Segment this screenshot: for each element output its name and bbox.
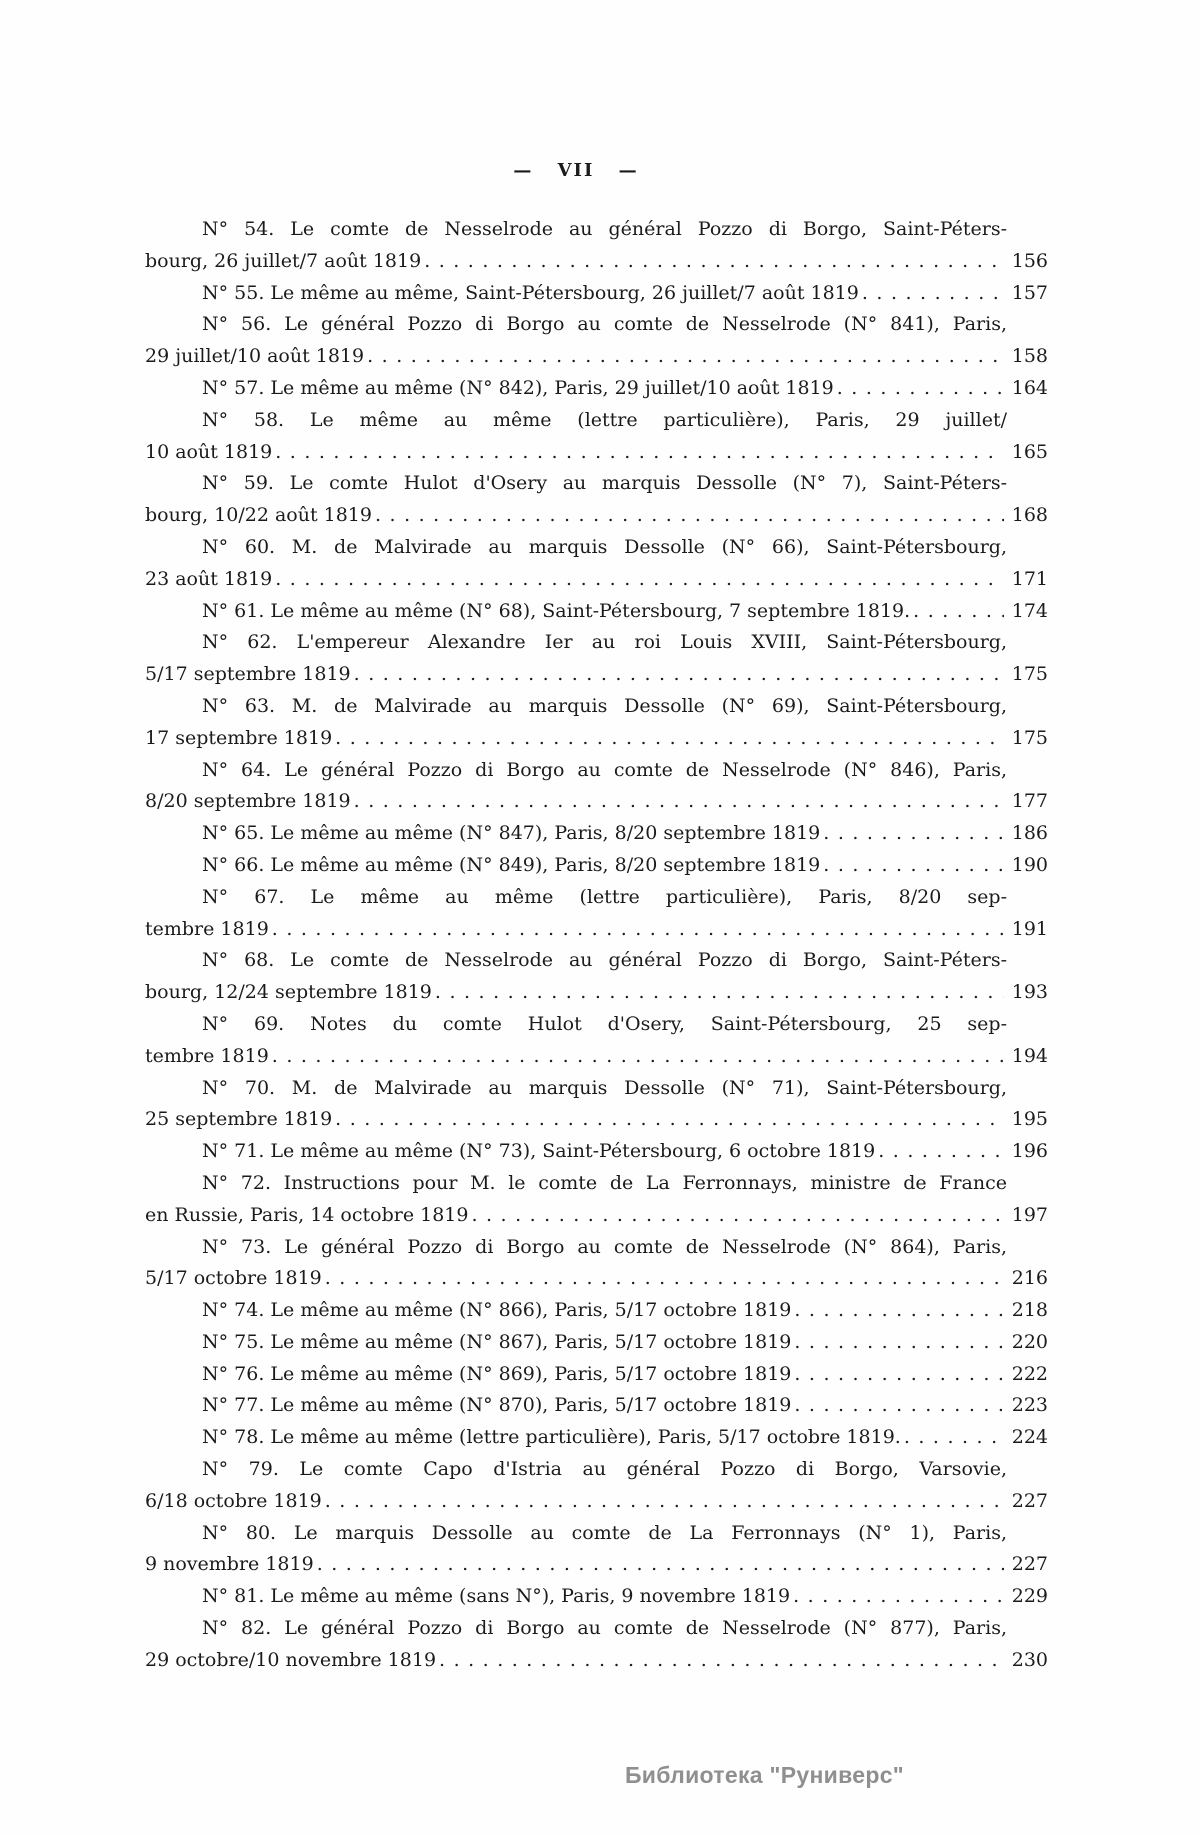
entry-page-number: 191: [1011, 917, 1048, 940]
toc-entry: [145, 945, 1048, 1009]
entry-last-line: [145, 437, 1048, 469]
entry-last-line: [145, 1645, 1048, 1677]
entry-text: N° 76. Le même au même (N° 869), Paris, 5/17 octobre 1819: [202, 1362, 792, 1385]
entry-text: 29 juillet/10 août 1819: [145, 345, 365, 368]
toc-entry: [145, 1581, 1048, 1613]
dot-leader: [823, 818, 1004, 850]
entry-line: N° 82. Le général Pozzo di Borgo au comte de Nesselrode (N° 877), Paris,: [202, 1617, 1007, 1640]
entry-last-line: [145, 246, 1048, 278]
entry-text: en Russie, Paris, 14 octobre 1819: [145, 1203, 469, 1226]
entry-text: 9 novembre 1819: [145, 1553, 314, 1576]
toc-entry: [145, 405, 1048, 469]
entry-page-number: 218: [1011, 1299, 1048, 1322]
entry-page-number: 195: [1011, 1108, 1048, 1131]
dot-leader: [354, 659, 1004, 691]
entry-page-number: 165: [1011, 440, 1048, 463]
dot-leader: [335, 723, 1004, 755]
toc-entry: [145, 627, 1048, 691]
entry-text: N° 71. Le même au même (N° 73), Saint-Pétersbourg, 6 octobre 1819: [202, 1140, 876, 1163]
toc-entry: [145, 1073, 1048, 1137]
dot-leader: [272, 914, 1004, 946]
entry-text: 23 août 1819: [145, 567, 273, 590]
entry-line: N° 59. Le comte Hulot d'Osery au marquis Dessolle (N° 7), Saint-Péters-: [202, 472, 1007, 495]
entry-page-number: 177: [1011, 790, 1048, 813]
entry-last-line: [145, 341, 1048, 373]
entry-page-number: 175: [1011, 726, 1048, 749]
page-number-header: — VII —: [513, 160, 639, 181]
toc-entry: [145, 214, 1048, 278]
toc-entries: [145, 214, 1048, 1677]
toc-entry: [145, 691, 1048, 755]
entry-text: N° 78. Le même au même (lettre particulière), Paris, 5/17 octobre 1819.: [202, 1426, 901, 1449]
entry-last-line: [145, 723, 1048, 755]
dot-leader: [862, 278, 1004, 310]
entry-page-number: 194: [1011, 1044, 1048, 1067]
dot-leader: [325, 1263, 1004, 1295]
entry-last-line: [145, 564, 1048, 596]
entry-line: N° 64. Le général Pozzo di Borgo au comte de Nesselrode (N° 846), Paris,: [202, 758, 1007, 781]
entry-page-number: 171: [1011, 567, 1048, 590]
entry-line: N° 58. Le même au même (lettre particulière), Paris, 29 juillet/: [202, 408, 1007, 431]
entry-last-line: [145, 1104, 1048, 1136]
entry-page-number: 230: [1011, 1648, 1048, 1671]
entry-line: N° 63. M. de Malvirade au marquis Dessolle (N° 69), Saint-Pétersbourg,: [202, 694, 1007, 717]
entry-text: N° 66. Le même au même (N° 849), Paris, 8/20 septembre 1819: [202, 853, 821, 876]
toc-entry: [145, 755, 1048, 819]
entry-last-line: [145, 373, 1048, 405]
dot-leader: [335, 1104, 1004, 1136]
entry-page-number: 157: [1011, 281, 1048, 304]
entry-last-line: [145, 1549, 1048, 1581]
entry-text: N° 65. Le même au même (N° 847), Paris, 8/20 septembre 1819: [202, 822, 821, 845]
entry-line: N° 72. Instructions pour M. le comte de La Ferronnays, ministre de France: [202, 1171, 1007, 1194]
entry-last-line: [145, 786, 1048, 818]
entry-last-line: [145, 1295, 1048, 1327]
entry-text: N° 74. Le même au même (N° 866), Paris, 5/17 octobre 1819: [202, 1299, 792, 1322]
entry-line: N° 56. Le général Pozzo di Borgo au comte de Nesselrode (N° 841), Paris,: [202, 313, 1007, 336]
dot-leader: [794, 1359, 1004, 1391]
entry-text: 5/17 octobre 1819: [145, 1267, 322, 1290]
dot-leader: [794, 1295, 1004, 1327]
library-watermark: Библиотека "Руниверс": [624, 1762, 904, 1788]
dot-leader: [439, 1645, 1004, 1677]
dot-leader: [275, 564, 1004, 596]
entry-last-line: [145, 1136, 1048, 1168]
toc-entry: [145, 1454, 1048, 1518]
entry-text: N° 81. Le même au même (sans N°), Paris, 9 novembre 1819: [202, 1585, 791, 1608]
toc-entry: [145, 818, 1048, 850]
entry-page-number: 227: [1011, 1553, 1048, 1576]
entry-text: N° 77. Le même au même (N° 870), Paris, 5/17 octobre 1819: [202, 1394, 792, 1417]
entry-page-number: 175: [1011, 663, 1048, 686]
dot-leader: [435, 977, 1004, 1009]
dot-leader: [793, 1581, 1004, 1613]
toc-entry: [145, 1136, 1048, 1168]
dot-leader: [367, 341, 1004, 373]
entry-page-number: 193: [1011, 981, 1048, 1004]
entry-line: N° 54. Le comte de Nesselrode au général Pozzo di Borgo, Saint-Péters-: [202, 218, 1007, 240]
dot-leader: [325, 1486, 1004, 1518]
entry-text: 5/17 septembre 1819: [145, 663, 351, 686]
entry-page-number: 224: [1011, 1426, 1048, 1449]
dot-leader: [375, 500, 1004, 532]
toc-entry: [145, 1359, 1048, 1391]
dot-leader: [471, 1200, 1004, 1232]
entry-last-line: [145, 1359, 1048, 1391]
entry-last-line: [145, 659, 1048, 691]
toc-entry: [145, 882, 1048, 946]
entry-page-number: 227: [1011, 1489, 1048, 1512]
toc-entry: [145, 309, 1048, 373]
entry-page-number: 186: [1011, 822, 1048, 845]
entry-text: bourg, 12/24 septembre 1819: [145, 981, 432, 1004]
entry-page-number: 197: [1011, 1203, 1048, 1226]
entry-last-line: [145, 278, 1048, 310]
entry-page-number: 168: [1011, 504, 1048, 527]
dot-leader: [837, 373, 1004, 405]
entry-last-line: [145, 1486, 1048, 1518]
entry-text: tembre 1819: [145, 917, 269, 940]
entry-last-line: [145, 500, 1048, 532]
entry-last-line: [145, 596, 1048, 628]
toc-entry: [145, 1295, 1048, 1327]
entry-line: N° 73. Le général Pozzo di Borgo au comte de Nesselrode (N° 864), Paris,: [202, 1235, 1007, 1258]
dot-leader: [904, 1422, 1004, 1454]
entry-text: N° 61. Le même au même (N° 68), Saint-Pétersbourg, 7 septembre 1819.: [202, 599, 911, 622]
toc-entry: [145, 1422, 1048, 1454]
toc-entry: [145, 1232, 1048, 1296]
entry-line: N° 68. Le comte de Nesselrode au général Pozzo di Borgo, Saint-Péters-: [202, 949, 1007, 972]
entry-text: 8/20 septembre 1819: [145, 790, 351, 813]
entry-page-number: 174: [1011, 599, 1048, 622]
entry-page-number: 220: [1011, 1330, 1048, 1353]
entry-last-line: [145, 818, 1048, 850]
toc-entry: [145, 596, 1048, 628]
toc-entry: [145, 532, 1048, 596]
entry-last-line: [145, 850, 1048, 882]
entry-line: N° 80. Le marquis Dessolle au comte de La Ferronnays (N° 1), Paris,: [202, 1521, 1007, 1544]
toc-entry: [145, 1327, 1048, 1359]
entry-line: N° 67. Le même au même (lettre particulière), Paris, 8/20 sep-: [202, 885, 1007, 908]
toc-entry: [145, 1390, 1048, 1422]
dot-leader: [272, 1041, 1004, 1073]
entry-last-line: [145, 1041, 1048, 1073]
toc-entry: [145, 1009, 1048, 1073]
entry-last-line: [145, 1327, 1048, 1359]
dot-leader: [317, 1549, 1004, 1581]
toc-entry: [145, 1518, 1048, 1582]
entry-line: N° 60. M. de Malvirade au marquis Dessolle (N° 66), Saint-Pétersbourg,: [202, 535, 1007, 558]
entry-page-number: 222: [1011, 1362, 1048, 1385]
toc-entry: [145, 850, 1048, 882]
entry-page-number: 216: [1011, 1267, 1048, 1290]
dot-leader: [354, 786, 1004, 818]
entry-text: bourg, 26 juillet/7 août 1819: [145, 249, 422, 272]
dot-leader: [794, 1390, 1004, 1422]
entry-text: 17 septembre 1819: [145, 726, 333, 749]
entry-text: 10 août 1819: [145, 440, 273, 463]
entry-text: N° 57. Le même au même (N° 842), Paris, 29 juillet/10 août 1819: [202, 376, 834, 399]
entry-text: bourg, 10/22 août 1819: [145, 504, 372, 527]
entry-text: 6/18 octobre 1819: [145, 1489, 322, 1512]
dot-leader: [794, 1327, 1004, 1359]
entry-page-number: 158: [1011, 345, 1048, 368]
entry-last-line: [145, 1200, 1048, 1232]
entry-line: N° 79. Le comte Capo d'Istria au général Pozzo di Borgo, Varsovie,: [202, 1458, 1007, 1481]
entry-last-line: [145, 1390, 1048, 1422]
toc-entry: [145, 1168, 1048, 1232]
entry-text: 29 octobre/10 novembre 1819: [145, 1648, 437, 1671]
toc-content: [145, 158, 1048, 1677]
dot-leader: [913, 596, 1004, 628]
entry-page-number: 223: [1011, 1394, 1048, 1417]
entry-last-line: [145, 914, 1048, 946]
entry-text: tembre 1819: [145, 1044, 269, 1067]
entry-last-line: [145, 1263, 1048, 1295]
entry-line: N° 69. Notes du comte Hulot d'Osery, Saint-Pétersbourg, 25 sep-: [202, 1012, 1007, 1035]
entry-last-line: [145, 1581, 1048, 1613]
entry-page-number: 196: [1011, 1140, 1048, 1163]
entry-text: 25 septembre 1819: [145, 1108, 333, 1131]
entry-line: N° 70. M. de Malvirade au marquis Dessolle (N° 71), Saint-Pétersbourg,: [202, 1076, 1007, 1099]
entry-page-number: 229: [1011, 1585, 1048, 1608]
toc-entry: [145, 373, 1048, 405]
toc-entry: [145, 278, 1048, 310]
entry-line: N° 62. L'empereur Alexandre Ier au roi Louis XVIII, Saint-Pétersbourg,: [202, 631, 1007, 654]
entry-last-line: [145, 977, 1048, 1009]
dot-leader: [878, 1136, 1004, 1168]
dot-leader: [275, 437, 1004, 469]
dot-leader: [823, 850, 1004, 882]
entry-page-number: 164: [1011, 376, 1048, 399]
entry-text: N° 75. Le même au même (N° 867), Paris, 5/17 octobre 1819: [202, 1330, 792, 1353]
entry-page-number: 156: [1011, 249, 1048, 272]
entry-last-line: [145, 1422, 1048, 1454]
dot-leader: [424, 246, 1004, 278]
entry-page-number: 190: [1011, 853, 1048, 876]
toc-entry: [145, 1613, 1048, 1677]
entry-text: N° 55. Le même au même, Saint-Pétersbourg, 26 juillet/7 août 1819: [202, 281, 859, 304]
toc-entry: [145, 468, 1048, 532]
